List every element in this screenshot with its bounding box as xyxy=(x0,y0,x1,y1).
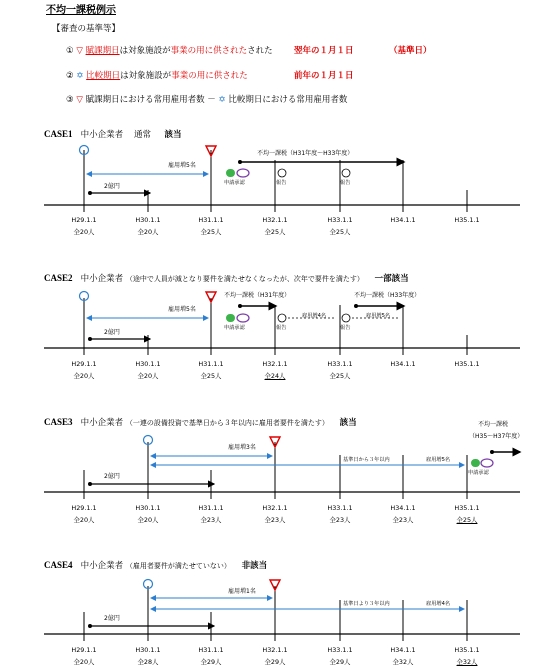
axis-label: H32.1.1 xyxy=(262,360,288,368)
count-label: 全23人 xyxy=(264,516,286,524)
case3-within-label: 基準日から３年以内 xyxy=(343,457,390,463)
axis-label: H32.1.1 xyxy=(262,646,288,654)
case4-arrow-label: 雇用増1名 xyxy=(228,588,256,595)
case4-diagram xyxy=(44,580,520,642)
axis-label: H33.1.1 xyxy=(327,216,353,224)
count-label: 全20人 xyxy=(137,516,159,524)
case3-header: CASE3 中小企業者 （一連の設備投資で基準日から３年以内に雇用者要件を満たす） 該当 xyxy=(44,417,357,428)
count-label: 全29人 xyxy=(264,658,286,666)
count-label: 全25人 xyxy=(329,372,351,380)
axis-label: H30.1.1 xyxy=(135,646,161,654)
case4-header: CASE4 中小企業者 （雇用者要件が満たせていない） 非該当 xyxy=(44,560,268,571)
count-label: 全23人 xyxy=(200,516,222,524)
red-triangle-icon: ▽ xyxy=(76,46,83,56)
axis-label: H34.1.1 xyxy=(390,646,416,654)
axis-label: H29.1.1 xyxy=(71,216,97,224)
criteria-item-2-date: 前年の１月１日 xyxy=(294,71,354,81)
blue-star-icon: ✡ xyxy=(76,71,84,81)
case3-tax-years: （H35～H37年度） xyxy=(469,433,524,440)
count-label: 全29人 xyxy=(200,658,222,666)
case3-apply-label: 申請承認 xyxy=(468,470,489,476)
count-label: 全25人 xyxy=(200,372,222,380)
case3-diagram xyxy=(44,436,520,500)
criteria-item-1: ① ▽ 賦課期日は対象施設が事業の用に供されたされた xyxy=(66,46,273,56)
case3-tax-label: 不均一課税 xyxy=(478,421,509,428)
axis-label: H35.1.1 xyxy=(454,504,480,512)
axis-label: H29.1.1 xyxy=(71,360,97,368)
criteria-item-1-date: 翌年の１月１日 xyxy=(294,46,354,56)
axis-label: H34.1.1 xyxy=(390,504,416,512)
axis-label: H31.1.1 xyxy=(198,360,224,368)
axis-label: H33.1.1 xyxy=(327,360,353,368)
case2-period-label: 2億円 xyxy=(104,329,120,336)
blue-star-icon: ✡ xyxy=(218,95,226,105)
count-label: 全25人 xyxy=(200,228,222,236)
axis-label: H31.1.1 xyxy=(198,646,224,654)
axis-label: H31.1.1 xyxy=(198,504,224,512)
case2-report-label-2: 報告 xyxy=(340,325,351,331)
case4-period-label: 2億円 xyxy=(104,615,120,622)
case2-tax-label-a: 不均一課税（H31年度） xyxy=(224,292,291,299)
criteria-heading: 【審査の基準等】 xyxy=(52,24,121,34)
axis-label: H30.1.1 xyxy=(135,216,161,224)
count-label: 全25人 xyxy=(329,228,351,236)
case1-apply-label: 申請承認 xyxy=(224,180,245,186)
case2-mid-label-b: 雇用増5名 xyxy=(366,313,391,319)
axis-label: H34.1.1 xyxy=(390,360,416,368)
case4-within-label: 基準日より３年以内 xyxy=(343,601,390,607)
count-label: 全20人 xyxy=(73,516,95,524)
case3-arrow-label-b: 雇用増5名 xyxy=(426,457,451,463)
case1-report-label-2: 報告 xyxy=(340,180,351,186)
count-label: 全23人 xyxy=(392,516,414,524)
count-label: 全20人 xyxy=(73,372,95,380)
count-label: 全29人 xyxy=(329,658,351,666)
count-label: 全24人 xyxy=(264,372,286,380)
axis-label: H29.1.1 xyxy=(71,504,97,512)
count-label: 全20人 xyxy=(73,658,95,666)
case3-arrow-label: 雇用増3名 xyxy=(228,444,256,451)
case1-period-label: 2億円 xyxy=(104,183,120,190)
red-triangle-icon: ▽ xyxy=(76,95,83,105)
count-label: 全20人 xyxy=(73,228,95,236)
criteria-item-2: ② ✡ 比較期日は対象施設が事業の用に供された xyxy=(66,71,248,81)
axis-label: H34.1.1 xyxy=(390,216,416,224)
count-label: 全20人 xyxy=(137,372,159,380)
case2-header: CASE2 中小企業者 （途中で人員が減となり要件を満たせなくなったが、次年で要件を満たす） 一部該当 xyxy=(44,273,409,284)
case2-diagram xyxy=(44,292,520,356)
criteria-item-3: ③ ▽ 賦課期日における常用雇用者数 － ✡ 比較期日における常用雇用者数 xyxy=(66,95,348,105)
axis-label: H35.1.1 xyxy=(454,646,480,654)
case1-report-label-1: 報告 xyxy=(276,180,287,186)
axis-label: H33.1.1 xyxy=(327,646,353,654)
axis-label: H35.1.1 xyxy=(454,216,480,224)
case4-arrow-label-b: 雇用増4名 xyxy=(426,601,451,607)
case2-tax-label-b: 不均一課税（H33年度） xyxy=(354,292,421,299)
count-label: 全28人 xyxy=(137,658,159,666)
case2-report-label-1: 報告 xyxy=(276,325,287,331)
case2-arrow-label: 雇用増5名 xyxy=(168,306,196,313)
count-label: 全25人 xyxy=(456,516,478,524)
count-label: 全23人 xyxy=(329,516,351,524)
axis-label: H29.1.1 xyxy=(71,646,97,654)
axis-label: H30.1.1 xyxy=(135,360,161,368)
axis-label: H30.1.1 xyxy=(135,504,161,512)
page-title: 不均一課税例示 xyxy=(46,5,116,16)
case2-mid-label-a: 雇用増4名 xyxy=(302,313,327,319)
count-label: 全25人 xyxy=(264,228,286,236)
axis-label: H31.1.1 xyxy=(198,216,224,224)
case2-apply-label: 申請承認 xyxy=(224,325,245,331)
axis-label: H33.1.1 xyxy=(327,504,353,512)
case1-tax-label: 不均一課税（H31年度～H33年度） xyxy=(257,150,354,157)
count-label: 全20人 xyxy=(137,228,159,236)
axis-label: H32.1.1 xyxy=(262,504,288,512)
count-label: 全32人 xyxy=(392,658,414,666)
case1-header: CASE1 中小企業者 通常 該当 xyxy=(44,129,182,140)
case1-arrow-label: 雇用増5名 xyxy=(168,162,196,169)
axis-label: H32.1.1 xyxy=(262,216,288,224)
case3-period-label: 2億円 xyxy=(104,473,120,480)
criteria-item-1-note: （基準日） xyxy=(389,46,432,56)
axis-label: H35.1.1 xyxy=(454,360,480,368)
count-label: 全32人 xyxy=(456,658,478,666)
